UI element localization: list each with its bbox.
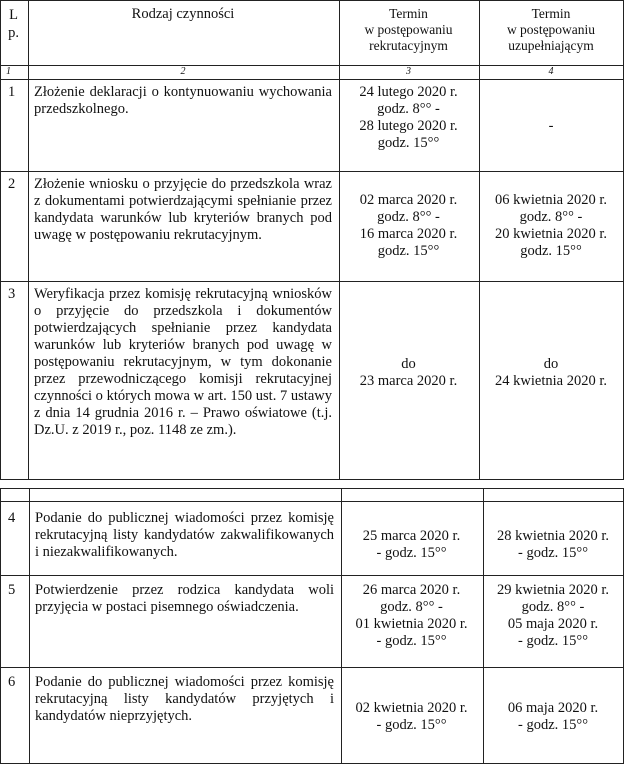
activity-text: Podanie do publicznej wiadomości przez komisję rekrutacyjną listy kandydatów zakwalifikowanych i niezakwalifikowanych. (35, 510, 334, 560)
header-lp: L p. (8, 7, 19, 41)
header-activity: Rodzaj czynności (131, 6, 235, 22)
row-divider (1, 79, 623, 80)
activity-text: Potwierdzenie przez rodzica kandydata woli przyjęcia w postaci pisemnego oświadczenia. (35, 582, 334, 615)
column-number: 2 (180, 66, 186, 77)
row-divider (1, 501, 623, 502)
term-recruitment: 26 marca 2020 r. godz. 8°° - 01 kwietnia 2020 r. - godz. 15°° (355, 582, 468, 649)
term-supplementary: 06 kwietnia 2020 r. godz. 8°° - 20 kwietnia 2020 r. godz. 15°° (495, 192, 607, 259)
row-number: 5 (8, 582, 16, 598)
term-supplementary: 29 kwietnia 2020 r. godz. 8°° - 05 maja 2020 r. - godz. 15°° (497, 582, 609, 649)
row-divider (1, 171, 623, 172)
row-number: 4 (8, 510, 16, 526)
activity-text: Złożenie wniosku o przyjęcie do przedszkola wraz z dokumentami potwierdzającymi spełnianie przez kandydata warunków lub kryteriów branych pod uwagę w postępowaniu rekrutacyjnym. (34, 176, 332, 243)
row-divider (1, 281, 623, 282)
term-recruitment: 24 lutego 2020 r. godz. 8°° - 28 lutego 2020 r. godz. 15°° (359, 84, 458, 151)
activity-text: Weryfikacja przez komisję rekrutacyjną wniosków o przyjęcie do przedszkola i dokumentów potwierdzających spełnianie przez kandydata warunków lub kryteriów branych pod uwagę w postępowaniu rekrutacyjnym, w tym dokonanie przez przewodniczącego komisji rekrutacyjnej czynności o których mowa w art. 150 ust. 7 ustawy z dnia 14 grudnia 2016 r. – Prawo oświatowe (t.j. Dz.U. z 2019 r., poz. 1148 ze zm.). (34, 286, 332, 438)
column-number: 3 (406, 66, 411, 77)
row-divider (1, 667, 623, 668)
term-supplementary: 28 kwietnia 2020 r. - godz. 15°° (497, 528, 609, 561)
row-number: 6 (8, 674, 16, 690)
row-number: 1 (8, 84, 16, 100)
term-recruitment: 02 marca 2020 r. godz. 8°° - 16 marca 2020 r. godz. 15°° (359, 192, 458, 259)
column-number: 4 (548, 66, 554, 77)
header-term-supplementary: Termin w postępowaniu uzupełniającym (506, 6, 596, 53)
column-number: 1 (6, 66, 11, 77)
row-number: 2 (8, 176, 16, 192)
row-divider (1, 575, 623, 576)
term-supplementary: 06 maja 2020 r. - godz. 15°° (507, 700, 599, 733)
term-recruitment: 02 kwietnia 2020 r. - godz. 15°° (355, 700, 468, 733)
activity-text: Złożenie deklaracji o kontynuowaniu wychowania przedszkolnego. (34, 84, 332, 117)
row-number: 3 (8, 286, 16, 302)
header-term-recruitment: Termin w postępowaniu rekrutacyjnym (364, 6, 453, 53)
activity-text: Podanie do publicznej wiadomości przez komisję rekrutacyjną listy kandydatów przyjętych i kandydatów nieprzyjętych. (35, 674, 334, 724)
term-supplementary: do 24 kwietnia 2020 r. (495, 356, 607, 389)
term-recruitment: 25 marca 2020 r. - godz. 15°° (362, 528, 461, 561)
term-recruitment: do 23 marca 2020 r. (359, 356, 458, 389)
term-supplementary: - (548, 118, 554, 134)
